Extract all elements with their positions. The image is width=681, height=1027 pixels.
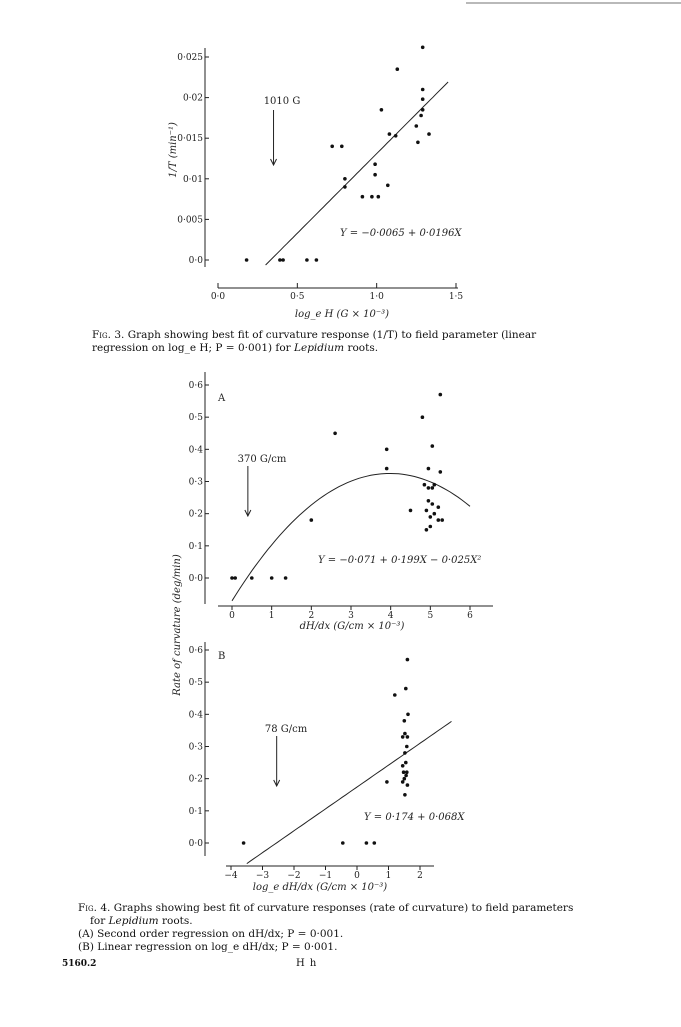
fig4B-data-point bbox=[406, 658, 410, 662]
fig4A-data-point bbox=[427, 499, 431, 503]
fig4B-y-tick-label: 0·3 bbox=[188, 742, 203, 753]
fig4A-data-point bbox=[333, 432, 337, 436]
fig3-data-point bbox=[370, 195, 374, 199]
fig3-data-point bbox=[373, 173, 377, 177]
fig3-data-point bbox=[421, 46, 425, 50]
fig4B-data-point bbox=[401, 764, 405, 768]
fig4A-data-point bbox=[409, 509, 413, 513]
fig4A-data-point bbox=[270, 576, 274, 580]
fig4B-y-tick-label: 0·0 bbox=[188, 839, 203, 849]
fig4B-data-point bbox=[341, 841, 345, 845]
fig4B-x-tick-label: −1 bbox=[318, 871, 333, 881]
fig3-caption-number: Fig. 3. bbox=[92, 329, 125, 341]
fig4A-y-tick-label: 0·4 bbox=[188, 445, 203, 456]
fig4B-fit-line bbox=[247, 721, 452, 863]
fig4B-data-point bbox=[393, 693, 397, 697]
fig4-caption-species: Lepidium bbox=[108, 915, 159, 927]
fig4B-y-tick-label: 0·5 bbox=[188, 678, 203, 689]
fig4A-x-tick-label: 5 bbox=[427, 611, 434, 621]
fig4B-data-point bbox=[402, 770, 406, 774]
fig4B-data-point bbox=[405, 745, 409, 749]
fig4B-data-point bbox=[403, 777, 407, 781]
fig4A-fit-line bbox=[232, 474, 470, 601]
fig3-data-point bbox=[427, 132, 431, 136]
fig4B-data-point bbox=[365, 841, 369, 845]
fig4B-data-point bbox=[404, 774, 408, 778]
fig4A-x-tick-label: 1 bbox=[268, 611, 275, 621]
fig4B-data-point bbox=[242, 841, 246, 845]
fig4A-data-point bbox=[437, 518, 441, 522]
fig3-data-point bbox=[330, 145, 334, 149]
fig4-caption-b: (B) Linear regression on log_e dH/dx; P = 0·001. bbox=[78, 941, 338, 953]
fig3-data-point bbox=[421, 108, 425, 112]
fig4-caption-roots: roots. bbox=[162, 915, 193, 927]
fig3-caption-species: Lepidium bbox=[294, 342, 345, 354]
fig4-caption-for: for bbox=[90, 915, 106, 927]
fig4B-data-point bbox=[385, 780, 389, 784]
fig4a-x-axis-label: dH/dx (G/cm × 10⁻³) bbox=[299, 621, 405, 632]
fig4A-data-point bbox=[284, 576, 288, 580]
fig3-data-point bbox=[386, 184, 390, 188]
fig4-caption-line2 bbox=[78, 915, 578, 928]
fig3-caption-tail: roots. bbox=[347, 342, 379, 354]
fig4a-panel-label: A bbox=[218, 393, 226, 404]
fig3-x-axis-label: log_e H (G × 10⁻³) bbox=[294, 309, 390, 320]
fig3-y-tick-label: 0·02 bbox=[182, 93, 203, 104]
fig3-data-point bbox=[343, 177, 347, 181]
fig4-caption-a: (A) Second order regression on dH/dx; P = 0·001. bbox=[78, 928, 344, 940]
fig4B-data-point bbox=[403, 751, 407, 755]
fig4A-x-tick-label: 6 bbox=[467, 611, 473, 621]
fig4-caption-number: Fig. 4. bbox=[78, 902, 111, 914]
fig4B-y-tick-label: 0·6 bbox=[188, 646, 203, 656]
fig4B-x-tick-label: −4 bbox=[224, 871, 238, 881]
fig4B-data-point bbox=[405, 770, 409, 774]
fig4A-x-tick-label: 2 bbox=[308, 611, 315, 621]
fig4A-data-point bbox=[431, 502, 435, 506]
fig4B-y-tick-label: 0·1 bbox=[188, 806, 203, 817]
fig3-data-point bbox=[377, 195, 381, 199]
fig4b-regression-equation: Y = 0·174 + 0·068X bbox=[364, 812, 465, 823]
fig4B-data-point bbox=[406, 783, 410, 787]
fig3-data-point bbox=[416, 141, 420, 145]
fig4B-x-tick-label: 0 bbox=[354, 871, 360, 881]
fig3-y-tick-label: 0·0 bbox=[188, 256, 203, 266]
fig3-data-point bbox=[380, 108, 384, 112]
fig3-data-point bbox=[396, 67, 400, 71]
fig4A-data-point bbox=[310, 518, 314, 522]
fig3-data-point bbox=[373, 162, 377, 166]
fig4-caption-text: Graphs showing best fit of curvature responses (rate of curvature) to field parameters bbox=[113, 902, 574, 914]
fig4B-data-point bbox=[403, 732, 407, 736]
fig4A-data-point bbox=[429, 525, 433, 529]
fig4A-x-tick-label: 3 bbox=[348, 611, 354, 621]
fig4-shared-y-label: Rate of curvature (deg/min) bbox=[172, 554, 183, 696]
fig4b-annotation-78: 78 G/cm bbox=[264, 724, 308, 735]
fig4A-y-tick-label: 0·0 bbox=[188, 574, 203, 584]
fig4A-y-tick-label: 0·1 bbox=[188, 541, 203, 552]
page-id-center: H h bbox=[296, 958, 318, 969]
fig4b-chart bbox=[189, 642, 466, 893]
fig4B-data-point bbox=[406, 735, 410, 739]
fig3-data-point bbox=[245, 258, 249, 262]
fig4B-x-tick-label: 2 bbox=[417, 871, 423, 881]
fig3-y-tick-label: 0·01 bbox=[182, 174, 203, 185]
fig3-data-point bbox=[419, 114, 423, 118]
fig4A-y-tick-label: 0·2 bbox=[188, 509, 203, 520]
fig4a-chart bbox=[189, 372, 493, 632]
fig4B-data-point bbox=[404, 687, 408, 691]
fig4a-regression-equation: Y = −0·071 + 0·199X − 0·025X² bbox=[318, 555, 482, 566]
fig4A-data-point bbox=[439, 470, 443, 474]
fig4A-data-point bbox=[437, 505, 441, 509]
fig4A-data-point bbox=[425, 528, 429, 532]
fig3-data-point bbox=[315, 258, 319, 262]
fig3-data-point bbox=[415, 124, 419, 128]
fig4A-data-point bbox=[429, 515, 433, 519]
fig4B-data-point bbox=[406, 713, 410, 717]
fig4A-data-point bbox=[427, 486, 431, 490]
fig4A-x-tick-label: 4 bbox=[387, 611, 394, 621]
fig3-annotation-1010G: 1010 G bbox=[263, 96, 301, 107]
fig4b-x-axis-label: log_e dH/dx (G/cm × 10⁻³) bbox=[252, 882, 388, 893]
fig4A-data-point bbox=[385, 467, 389, 471]
fig4A-y-tick-label: 0·6 bbox=[188, 381, 203, 391]
fig4A-data-point bbox=[385, 448, 389, 452]
fig4A-data-point bbox=[233, 576, 237, 580]
fig3-y-tick-label: 0·025 bbox=[177, 53, 203, 63]
fig4-caption-line1 bbox=[78, 902, 578, 915]
fig4A-data-point bbox=[440, 518, 444, 522]
fig3-x-tick-label: 0·0 bbox=[210, 292, 226, 302]
fig3-data-point bbox=[361, 195, 365, 199]
fig4B-y-tick-label: 0·2 bbox=[188, 774, 203, 785]
fig4B-data-point bbox=[404, 761, 408, 765]
fig4A-data-point bbox=[425, 509, 429, 513]
fig4a-annotation-370: 370 G/cm bbox=[237, 454, 287, 465]
fig3-data-point bbox=[305, 258, 309, 262]
fig4B-x-tick-label: 1 bbox=[385, 871, 392, 881]
fig3-chart bbox=[168, 46, 463, 321]
fig4A-y-tick-label: 0·5 bbox=[188, 413, 203, 424]
fig4b-panel-label: B bbox=[218, 651, 226, 662]
fig4A-data-point bbox=[427, 467, 431, 471]
fig3-regression-equation: Y = −0·0065 + 0·0196X bbox=[340, 228, 462, 239]
fig3-data-point bbox=[281, 258, 285, 262]
fig4A-data-point bbox=[439, 393, 443, 397]
fig4A-data-point bbox=[421, 415, 425, 419]
fig4A-data-point bbox=[230, 576, 234, 580]
fig4A-data-point bbox=[423, 483, 427, 487]
fig3-x-tick-label: 1·5 bbox=[448, 292, 464, 302]
fig4B-x-tick-label: −2 bbox=[287, 871, 301, 881]
fig3-data-point bbox=[340, 145, 344, 149]
fig3-data-point bbox=[421, 88, 425, 92]
fig3-data-point bbox=[394, 134, 398, 138]
fig4B-data-point bbox=[401, 735, 405, 739]
fig4-caption bbox=[78, 902, 578, 954]
fig4A-data-point bbox=[431, 486, 435, 490]
fig3-data-point bbox=[278, 258, 282, 262]
fig4B-x-tick-label: −3 bbox=[255, 871, 270, 881]
fig4A-data-point bbox=[250, 576, 254, 580]
fig4A-y-tick-label: 0·3 bbox=[188, 477, 203, 488]
fig3-y-tick-label: 0·015 bbox=[177, 134, 203, 145]
fig4B-y-tick-label: 0·4 bbox=[188, 710, 203, 721]
fig3-x-tick-label: 1·0 bbox=[369, 292, 384, 302]
fig3-caption-text: Graph showing best fit of curvature response (1/T) to field parameter (linear regression on log_e H; P = 0·001) for bbox=[92, 329, 537, 354]
fig4B-data-point bbox=[403, 793, 407, 797]
fig3-x-tick-label: 0·5 bbox=[290, 292, 305, 302]
fig4B-data-point bbox=[373, 841, 377, 845]
fig3-y-tick-label: 0·005 bbox=[177, 215, 203, 226]
page-id-left: 5160.2 bbox=[62, 959, 97, 969]
fig3-data-point bbox=[388, 132, 392, 136]
fig3-caption bbox=[92, 329, 562, 355]
fig4A-data-point bbox=[433, 483, 437, 487]
fig4A-data-point bbox=[431, 444, 435, 448]
fig4B-data-point bbox=[403, 719, 407, 723]
fig3-data-point bbox=[421, 97, 425, 101]
fig3-y-axis-label: 1/T (min⁻¹) bbox=[168, 122, 179, 178]
fig4A-data-point bbox=[433, 512, 437, 516]
fig3-data-point bbox=[343, 185, 347, 189]
fig4A-x-tick-label: 0 bbox=[229, 611, 235, 621]
fig4B-data-point bbox=[401, 780, 405, 784]
